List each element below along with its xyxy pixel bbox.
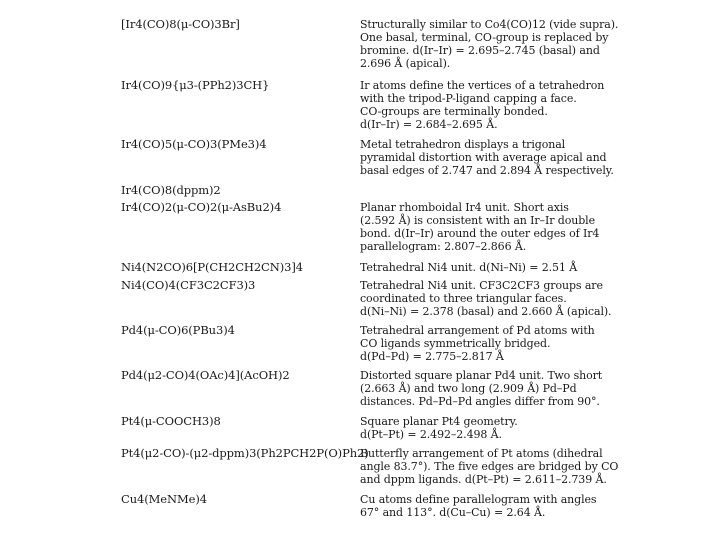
compound-formula: Pt4(μ-COOCH3)8 bbox=[121, 414, 221, 428]
description-line: coordinated to three triangular faces. bbox=[360, 292, 567, 306]
compound-description bbox=[360, 493, 605, 519]
compound-formula: Pd4(μ-CO)6(PBu3)4 bbox=[121, 323, 235, 337]
description-line: d(Ir–Ir) = 2.684–2.695 Å. bbox=[360, 118, 498, 132]
description-line: (2.592 Å) is consistent with an Ir–Ir double bbox=[360, 214, 595, 228]
description-line: Square planar Pt4 geometry. bbox=[360, 415, 518, 428]
compound-description bbox=[360, 279, 612, 319]
description-line: Structurally similar to Co4(CO)12 (vide supra). bbox=[360, 18, 619, 31]
description-line: d(Pt–Pt) = 2.492–2.498 Å. bbox=[360, 428, 502, 442]
description-line: d(Pd–Pd) = 2.775–2.817 Å bbox=[360, 350, 504, 364]
compound-formula: Ir4(CO)9{μ3-(PPh2)3CH} bbox=[121, 78, 270, 92]
compound-description bbox=[360, 79, 605, 131]
description-line: bond. d(Ir–Ir) around the outer edges of Ir4 bbox=[360, 227, 600, 241]
compound-formula: Pd4(μ2-CO)4(OAc)4](AcOH)2 bbox=[121, 368, 290, 382]
description-line: distances. Pd–Pd–Pd angles differ from 90°. bbox=[360, 395, 600, 409]
compound-formula: Ir4(CO)5(μ-CO)3(PMe3)4 bbox=[121, 137, 267, 151]
compound-formula: Ir4(CO)8(dppm)2 bbox=[121, 183, 221, 197]
compound-formula: Pt4(μ2-CO)-(μ2-dppm)3(Ph2PCH2P(O)Ph2) bbox=[121, 446, 369, 460]
compound-description bbox=[360, 18, 619, 71]
description-line: pyramidal distortion with average apical and bbox=[360, 151, 607, 165]
description-line: bromine. d(Ir–Ir) = 2.695–2.745 (basal) and bbox=[360, 44, 600, 58]
description-line: Planar rhomboidal Ir4 unit. Short axis bbox=[360, 201, 569, 214]
description-line: Tetrahedral Ni4 unit. CF3C2CF3 groups are bbox=[360, 279, 603, 292]
description-line: Butterfly arrangement of Pt atoms (dihedral bbox=[360, 447, 603, 460]
compound-description bbox=[360, 447, 619, 487]
description-line: Metal tetrahedron displays a trigonal bbox=[360, 138, 566, 151]
compound-formula: Cu4(MeNMe)4 bbox=[121, 492, 207, 506]
description-line: CO ligands symmetrically bridged. bbox=[360, 337, 551, 351]
compound-formula: [Ir4(CO)8(μ-CO)3Br] bbox=[121, 17, 240, 31]
description-line: Ir atoms define the vertices of a tetrahedron bbox=[360, 79, 605, 92]
compound-description bbox=[360, 369, 605, 408]
description-line: d(Ni–Ni) = 2.378 (basal) and 2.660 Å (apical). bbox=[360, 305, 612, 319]
description-line: parallelogram: 2.807–2.866 Å. bbox=[360, 240, 527, 254]
description-line: 2.696 Å (apical). bbox=[360, 57, 451, 71]
compound-formula: Ni4(CO)4(CF3C2CF3)3 bbox=[121, 278, 256, 292]
description-line: Cu atoms define parallelogram with angles bbox=[360, 493, 597, 506]
compound-description bbox=[360, 324, 605, 363]
description-line: (2.663 Å) and two long (2.909 Å) Pd–Pd bbox=[360, 382, 577, 396]
compound-description bbox=[360, 138, 614, 178]
compound-description bbox=[360, 415, 605, 441]
description-line: 67° and 113°. d(Cu–Cu) = 2.64 Å. bbox=[360, 506, 546, 520]
description-line: One basal, terminal, CO-group is replaced by bbox=[360, 31, 609, 45]
description-line: with the tripod-P-ligand capping a face. bbox=[360, 92, 577, 106]
description-line: CO-groups are terminally bonded. bbox=[360, 105, 548, 119]
description-line: Tetrahedral Ni4 unit. d(Ni–Ni) = 2.51 Å bbox=[360, 261, 578, 274]
description-line: and dppm ligands. d(Pt–Pt) = 2.611–2.739 Å. bbox=[360, 473, 607, 487]
compound-formula: Ir4(CO)2(μ-CO)2(μ-AsBu2)4 bbox=[121, 200, 282, 214]
compound-description bbox=[360, 201, 605, 253]
compound-description bbox=[360, 261, 605, 274]
description-line: basal edges of 2.747 and 2.894 Å respectively. bbox=[360, 164, 614, 178]
compound-formula: Ni4(N2CO)6[P(CH2CH2CN)3]4 bbox=[121, 260, 303, 274]
description-line: angle 83.7°). The five edges are bridged by CO bbox=[360, 460, 619, 474]
description-line: Distorted square planar Pd4 unit. Two short bbox=[360, 369, 603, 382]
description-line: Tetrahedral arrangement of Pd atoms with bbox=[360, 324, 595, 337]
